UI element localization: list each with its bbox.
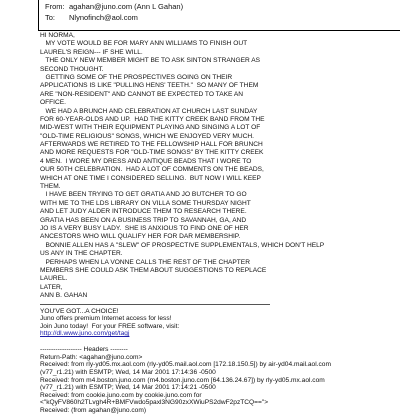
letter-line: THEM. bbox=[40, 183, 61, 191]
letter-line: APPLICATIONS IS LIKE "PULLING HENS' TEETH." SO MANY OF THEM bbox=[40, 82, 259, 90]
header-line: Received: from cookie.juno.com by cookie.juno.com for bbox=[40, 391, 202, 399]
letter-line: ANCESTORS WHO WILL QUALIFY HER FOR DAR MEMBERSHIP. bbox=[40, 233, 241, 241]
header-line: Received: (from agahan@juno.com) bbox=[40, 407, 147, 415]
spacer bbox=[40, 338, 395, 346]
letter-line: "OLD-TIME RELIGIOUS" SONGS, WHICH WE ENJOYED VERY MUCH. bbox=[40, 132, 254, 140]
letter-line: ANN B. GAHAN bbox=[40, 292, 88, 300]
promo-text: Juno offers premium Internet access for less! bbox=[40, 315, 172, 323]
from-label: From: bbox=[45, 2, 65, 11]
letter-line: AND LET JUDY ALDER INTRODUCE THEM TO RESEARCH THERE. bbox=[40, 208, 247, 216]
letter-line: SECOND THOUGHT. bbox=[40, 65, 104, 73]
letter-text bbox=[40, 32, 395, 301]
letter-line: WITH ME TO THE LDS LIBRARY ON VILLA SOME THURSDAY NIGHT bbox=[40, 199, 251, 207]
divider bbox=[40, 304, 270, 305]
promo-text: Join Juno today! For your FREE software, visit: bbox=[40, 322, 180, 330]
letter-line: HI NORMA, bbox=[40, 32, 75, 39]
email-header bbox=[38, 0, 400, 31]
promo-headline: YOU'VE GOT...A CHOICE! bbox=[40, 307, 119, 315]
letter-line: AND MORE REQUESTS FOR "OLD-TIME SONGS" BY THE KITTY CREEK bbox=[40, 149, 264, 157]
email-body bbox=[40, 32, 395, 415]
letter-line: MEMBERS SHE COULD ASK THEM ABOUT SUGGESTIONS TO REPLACE bbox=[40, 266, 267, 274]
juno-promo bbox=[40, 308, 395, 338]
letter-line: PERHAPS WHEN LA VONNE CALLS THE REST OF THE CHAPTER bbox=[40, 258, 250, 266]
from-row bbox=[45, 2, 183, 11]
letter-line: ARE "NON-RESIDENT" AND CANNOT BE EXPECTED TO TAKE AN bbox=[40, 90, 244, 98]
header-line: Received: from m4.boston.juno.com (m4.boston.juno.com [64.136.24.67]) by rly-yd05.mx.aol.com bbox=[40, 376, 325, 384]
letter-line: THE ONLY NEW MEMBER MIGHT BE TO ASK SINTON STRANGER AS bbox=[40, 57, 261, 65]
letter-line: FOR 60-YEAR-OLDS AND UP. HAD THE KITTY CREEK BAND FROM THE bbox=[40, 115, 265, 123]
headers-title: ------------------- Headers -------- bbox=[40, 346, 128, 354]
to-row bbox=[45, 13, 138, 22]
letter-line: LAUREL'S REIGN--- IF SHE WILL. bbox=[40, 48, 143, 56]
letter-line: I HAVE BEEN TRYING TO GET GRATIA AND JO BUTCHER TO GO bbox=[40, 191, 247, 199]
letter-line: MID-WEST WITH THEIR EQUIPMENT PLAYING AND SINGING A LOT OF bbox=[40, 124, 261, 132]
letter-line: WE HAD A BRUNCH AND CELEBRATION AT CHURCH LAST SUNDAY bbox=[40, 107, 258, 115]
letter-line: LAUREL. bbox=[40, 275, 68, 283]
letter-line: WHICH AT ONE TIME I CONSIDERED SELLING. BUT NOW I WILL KEEP bbox=[40, 174, 261, 182]
letter-line: JO IS A VERY BUSY LADY. SHE IS ANXIOUS TO FIND ONE OF HER bbox=[40, 224, 249, 232]
letter-line: LATER, bbox=[40, 283, 63, 291]
header-line: Return-Path: <agahan@juno.com> bbox=[40, 353, 143, 361]
to-label: To: bbox=[45, 13, 56, 22]
letter-line: 4 MEN. I WORE MY DRESS AND ANTIQUE BEADS THAT I WORE TO bbox=[40, 157, 252, 165]
header-line: Received: from rly-yd05.mx.aol.com (rly-yd05.mail.aol.com [172.18.150.5]) by air-yd04.mail.aol.com bbox=[40, 361, 331, 369]
letter-line: GETTING SOME OF THE PROSPECTIVES GOING ON THEIR bbox=[40, 73, 233, 81]
letter-line: MY VOTE WOULD BE FOR MARY ANN WILLIAMS TO FINISH OUT bbox=[40, 40, 248, 48]
letter-line: US ANY IN THE CHAPTER. bbox=[40, 250, 123, 258]
letter-line: GRATIA HAS BEEN ON A BUSINESS TRIP TO SAVANNAH, GA, AND bbox=[40, 216, 247, 224]
to-value: Nlynofinch@aol.com bbox=[69, 13, 138, 22]
letter-line: AFTERWARDS WE RETIRED TO THE FELLOWSHIP HALL FOR BRUNCH bbox=[40, 141, 263, 149]
header-line: <"kQyFV860h2TLvgh4R+BMFVwdo5paxl3NG90zxXWiuPS2dwF2pzTCQ=="> bbox=[40, 399, 269, 407]
from-value: agahan@juno.com (Ann L Gahan) bbox=[69, 2, 184, 11]
header-line: (v77_r1.21) with ESMTP; Wed, 14 Mar 2001 17:14:21 -0500 bbox=[40, 384, 216, 392]
promo-link[interactable]: http://dl.www.juno.com/get/tagj bbox=[40, 330, 130, 338]
letter-line: OUR 50TH CELEBRATION. HAD A LOT OF COMMENTS ON THE BEADS, bbox=[40, 166, 264, 174]
header-line: (v77_r1.21) with ESMTP; Wed, 14 Mar 2001 17:14:36 -0500 bbox=[40, 369, 216, 377]
letter-line: OFFICE. bbox=[40, 99, 67, 107]
raw-headers bbox=[40, 346, 395, 414]
letter-line: BONNIE ALLEN HAS A "SLEW" OF PROSPECTIVE SUPPLEMENTALS, WHICH DON'T HELP bbox=[40, 241, 325, 249]
